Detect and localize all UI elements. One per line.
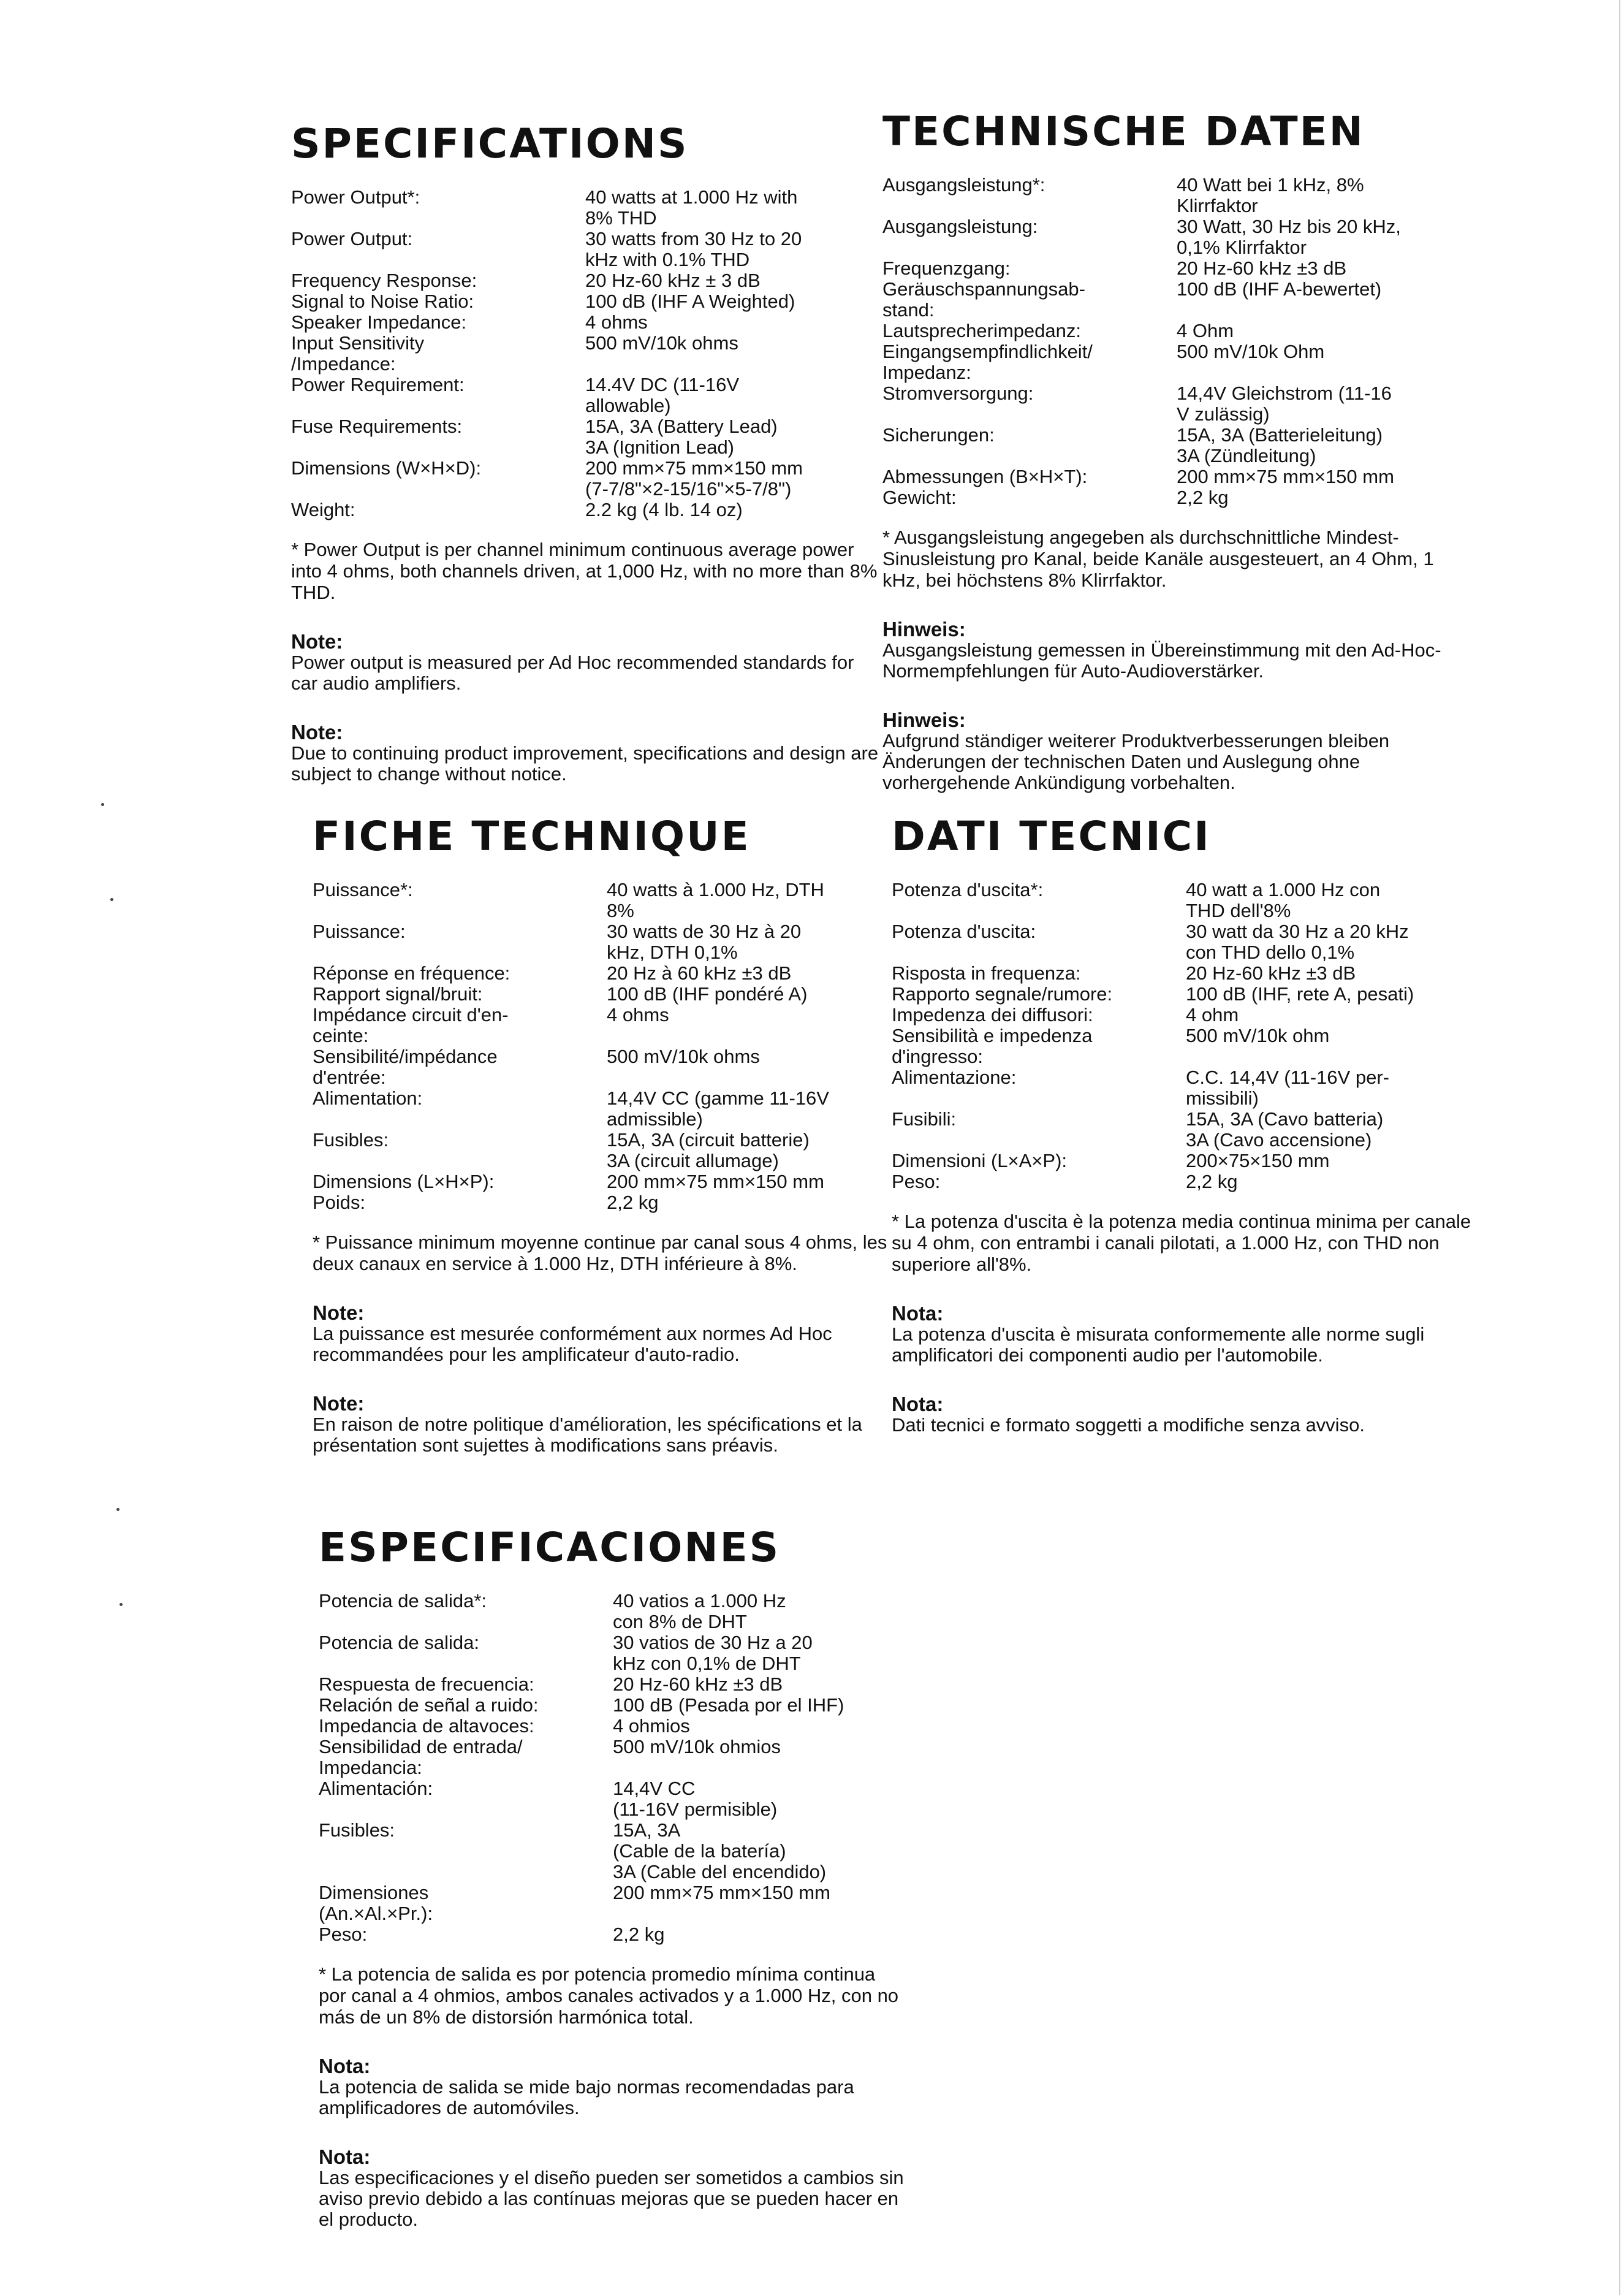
spec-label: Relación de señal a ruido: [319,1694,539,1716]
spec-label: Dimensions (W×H×D): [291,457,482,479]
spec-label: Sensibilità e impedenza d'ingresso: [892,1025,1093,1068]
spec-label: Réponse en fréquence: [313,962,510,984]
spec-value: 40 watts at 1.000 Hz with 8% THD [585,186,798,229]
spec-row [882,175,1471,216]
spec-row [291,187,879,229]
section-dati-tecnici-it [892,815,1480,1436]
spec-label: Sicherungen: [882,424,995,446]
spec-value: 15A, 3A (Cavo batteria) 3A (Cavo accensione) [1186,1108,1384,1151]
spec-table [291,187,879,520]
spec-label: Potenza d'uscita*: [892,879,1044,901]
note-block [319,2147,907,2230]
spec-value: 15A, 3A (circuit batterie) 3A (circuit allumage) [607,1129,810,1172]
footnote: * La potenza d'uscita è la potenza media continua minima per canale su 4 ohm, con entrambi i canali pilotati, a 1.000 Hz, con THD non superiore all'8%. [892,1211,1471,1276]
spec-row [882,487,1471,508]
section-title: DATI TECNICI [892,813,1211,860]
spec-value: 40 watt a 1.000 Hz con THD dell'8% [1186,879,1381,922]
spec-row [319,1820,907,1882]
spec-label: Gewicht: [882,487,957,509]
spec-row [882,258,1471,279]
spec-value: 14.4V DC (11-16V allowable) [585,374,739,417]
spec-label: Sensibilidad de entrada/ Impedancia: [319,1736,523,1779]
spec-row [313,984,901,1005]
spec-label: Input Sensitivity /Impedance: [291,332,425,375]
note-block [313,1393,901,1456]
note-title: Hinweis: [882,618,966,641]
notes [319,2056,907,2230]
spec-value: 2,2 kg [613,1924,665,1946]
spec-label: Lautsprecherimpedanz: [882,320,1081,342]
spec-label: Poids: [313,1192,366,1214]
spec-label: Impedenza dei diffusori: [892,1004,1093,1026]
spec-value: 2,2 kg [1177,487,1229,509]
footnote: * La potencia de salida es por potencia promedio mínima continua por canal a 4 ohmios, ambos canales activados y a 1.000 Hz, con no más de un 8% de distorsión harmónica total. [319,1963,899,2028]
spec-label: Speaker Impedance: [291,311,467,333]
spec-value: 20 Hz-60 kHz ± 3 dB [585,270,761,292]
spec-value: 30 watts de 30 Hz à 20 kHz, DTH 0,1% [607,921,802,964]
spec-label: Dimensions (L×H×P): [313,1171,495,1193]
scan-speck [110,898,113,901]
spec-label: Frequency Response: [291,270,477,292]
spec-row [313,1192,901,1213]
spec-value: C.C. 14,4V (11-16V per- missibili) [1186,1067,1389,1109]
spec-row [291,270,879,291]
footnote: * Power Output is per channel minimum continuous average power into 4 ohms, both channels driven, at 1,000 Hz, with no more than 8% THD. [291,539,878,604]
spec-label: Potencia de salida*: [319,1590,487,1612]
spec-row [892,921,1480,963]
spec-label: Alimentación: [319,1778,433,1800]
spec-value: 15A, 3A (Battery Lead) 3A (Ignition Lead) [585,416,778,459]
spec-value: 4 ohm [1186,1004,1239,1026]
spec-label: Peso: [319,1924,368,1946]
spec-table [319,1591,907,1945]
note-text: Ausgangsleistung gemessen in Übereinstimmung mit den Ad-Hoc-Normempfehlungen für Auto-Audioverstärker. [882,639,1441,682]
spec-label: Impédance circuit d'en- ceinte: [313,1004,509,1047]
spec-label: Alimentazione: [892,1067,1017,1089]
spec-table [892,880,1480,1192]
spec-row [319,1632,907,1674]
spec-value: 15A, 3A (Cable de la batería) 3A (Cable del encendido) [613,1819,827,1883]
note-title: Note: [291,630,343,653]
spec-row [882,466,1471,487]
note-text: Due to continuing product improvement, specifications and design are subject to change without notice. [291,742,879,785]
spec-row [291,291,879,312]
notes [882,619,1471,793]
spec-value: 4 ohmios [613,1715,690,1737]
note-text: La potenza d'uscita è misurata conformemente alle norme sugli amplificatori dei componenti audio per l'automobile. [892,1323,1425,1366]
spec-row [882,425,1471,466]
section-title: SPECIFICATIONS [291,120,689,167]
spec-value: 500 mV/10k ohm [1186,1025,1330,1047]
spec-row [892,1109,1480,1151]
note-title: Nota: [892,1302,944,1325]
notes [313,1303,901,1456]
spec-label: Ausgangsleistung: [882,216,1038,238]
spec-row [313,1005,901,1046]
spec-row [313,963,901,984]
spec-row [291,416,879,458]
spec-value: 20 Hz-60 kHz ±3 dB [1186,962,1356,984]
note-block [291,722,879,785]
spec-label: Eingangsempfindlichkeit/ Impedanz: [882,341,1093,384]
spec-value: 40 vatios a 1.000 Hz con 8% de DHT [613,1590,786,1633]
note-title: Nota: [319,2145,371,2169]
spec-row [892,1067,1480,1109]
spec-value: 2,2 kg [1186,1171,1238,1193]
spec-value: 30 watt da 30 Hz a 20 kHz con THD dello 0,1% [1186,921,1409,964]
spec-row [313,1046,901,1088]
spec-value: 40 Watt bei 1 kHz, 8% Klirrfaktor [1177,174,1364,217]
spec-row [892,1151,1480,1171]
spec-label: Sensibilité/impédance d'entrée: [313,1046,498,1089]
spec-value: 200 mm×75 mm×150 mm (7-7/8"×2-15/16"×5-7/8") [585,457,803,500]
spec-value: 4 Ohm [1177,320,1234,342]
spec-label: Stromversorgung: [882,382,1034,405]
spec-row [882,383,1471,425]
spec-value: 14,4V CC (gamme 11-16V admissible) [607,1087,829,1130]
note-title: Note: [313,1301,365,1325]
note-title: Nota: [892,1393,944,1416]
spec-value: 500 mV/10k ohmios [613,1736,781,1758]
spec-value: 20 Hz-60 kHz ±3 dB [613,1673,783,1696]
spec-row [291,458,879,500]
spec-value: 500 mV/10k ohms [585,332,738,354]
scan-speck [116,1508,120,1511]
section-technische-daten-de [882,110,1471,793]
spec-label: Puissance: [313,921,406,943]
note-text: Aufgrund ständiger weiterer Produktverbesserungen bleiben Änderungen der technischen Daten und Auslegung ohne vorhergehende Ankündigung vorbehalten. [882,730,1390,794]
section-title: ESPECIFICACIONES [319,1524,781,1571]
section-especificaciones-es [319,1526,907,2230]
spec-label: Fuse Requirements: [291,416,463,438]
spec-row [319,1737,907,1778]
spec-row [882,279,1471,321]
note-text: Dati tecnici e formato soggetti a modifiche senza avviso. [892,1414,1365,1436]
note-title: Nota: [319,2055,371,2078]
section-title: FICHE TECHNIQUE [313,813,751,860]
spec-label: Rapporto segnale/rumore: [892,983,1113,1005]
spec-row [291,333,879,375]
spec-value: 20 Hz à 60 kHz ±3 dB [607,962,792,984]
spec-label: Abmessungen (B×H×T): [882,466,1088,488]
spec-value: 200 mm×75 mm×150 mm [607,1171,824,1193]
spec-row [892,984,1480,1005]
spec-row [319,1674,907,1695]
spec-value: 30 Watt, 30 Hz bis 20 kHz, 0,1% Klirrfaktor [1177,216,1401,259]
note-block [892,1303,1480,1366]
spec-label: Fusibles: [313,1129,389,1151]
note-block [291,631,879,694]
spec-row [313,921,901,963]
note-text: La puissance est mesurée conformément aux normes Ad Hoc recommandées pour les amplificateur d'auto-radio. [313,1323,832,1366]
note-block [319,2056,907,2118]
note-text: Las especificaciones y el diseño pueden ser sometidos a cambios sin aviso previo debido a las contínuas mejoras que se pueden hacer en el producto. [319,2167,904,2231]
spec-value: 100 dB (IHF A Weighted) [585,291,795,313]
spec-value: 40 watts à 1.000 Hz, DTH 8% [607,879,824,922]
spec-row [319,1591,907,1632]
spec-label: Power Output*: [291,186,420,208]
notes [291,631,879,785]
spec-value: 20 Hz-60 kHz ±3 dB [1177,257,1347,280]
spec-row [882,341,1471,383]
spec-label: Frequenzgang: [882,257,1011,280]
spec-label: Geräuschspannungsab- stand: [882,278,1085,321]
spec-value: 100 dB (IHF A-bewertet) [1177,278,1382,300]
spec-label: Power Requirement: [291,374,465,396]
section-title: TECHNISCHE DATEN [882,108,1365,155]
footnote: * Ausgangsleistung angegeben als durchschnittliche Mindest-Sinusleistung pro Kanal, beide Kanäle ausgesteuert, an 4 Ohm, 1 kHz, bei höchstens 8% Klirrfaktor. [882,527,1434,592]
spec-value: 2.2 kg (4 lb. 14 oz) [585,499,743,521]
spec-row [313,880,901,921]
note-block [892,1394,1480,1436]
spec-label: Dimensioni (L×A×P): [892,1150,1068,1172]
spec-value: 4 ohms [585,311,648,333]
spec-value: 200 mm×75 mm×150 mm [1177,466,1394,488]
spec-row [291,500,879,520]
note-block [313,1303,901,1365]
spec-label: Rapport signal/bruit: [313,983,483,1005]
note-title: Hinweis: [882,709,966,732]
spec-label: Respuesta de frecuencia: [319,1673,534,1696]
spec-label: Alimentation: [313,1087,423,1109]
spec-row [319,1924,907,1945]
spec-row [892,880,1480,921]
note-block [882,710,1471,793]
spec-value: 200 mm×75 mm×150 mm [613,1882,830,1904]
spec-label: Potencia de salida: [319,1632,479,1654]
spec-row [291,312,879,333]
scan-speck [120,1603,123,1606]
spec-value: 14,4V CC (11-16V permisible) [613,1778,778,1821]
spec-value: 30 watts from 30 Hz to 20 kHz with 0.1% THD [585,228,802,271]
note-block [882,619,1471,682]
scan-edge-line [1619,0,1620,2295]
spec-row [313,1130,901,1171]
spec-value: 2,2 kg [607,1192,659,1214]
section-fiche-technique-fr [313,815,901,1456]
spec-label: Puissance*: [313,879,413,901]
spec-label: Impedancia de altavoces: [319,1715,534,1737]
spec-value: 500 mV/10k Ohm [1177,341,1325,363]
note-text: Power output is measured per Ad Hoc recommended standards for car audio amplifiers. [291,652,854,695]
note-text: La potencia de salida se mide bajo normas recomendadas para amplificadores de automóviles. [319,2076,854,2119]
spec-row [319,1778,907,1820]
spec-label: Signal to Noise Ratio: [291,291,474,313]
note-title: Note: [313,1392,365,1415]
spec-row [291,375,879,416]
spec-row [291,229,879,270]
footnote: * Puissance minimum moyenne continue par canal sous 4 ohms, les deux canaux en service à 1.000 Hz, DTH inférieure à 8%. [313,1231,887,1275]
spec-value: 14,4V Gleichstrom (11-16 V zulässig) [1177,382,1392,425]
spec-value: 15A, 3A (Batterieleitung) 3A (Zündleitung) [1177,424,1383,467]
spec-value: 4 ohms [607,1004,669,1026]
spec-row [892,1005,1480,1026]
spec-value: 500 mV/10k ohms [607,1046,760,1068]
spec-table [882,175,1471,508]
spec-label: Fusibles: [319,1819,395,1841]
spec-table [313,880,901,1213]
spec-value: 100 dB (IHF pondéré A) [607,983,808,1005]
spec-row [892,963,1480,984]
spec-value: 100 dB (Pesada por el IHF) [613,1694,844,1716]
spec-row [319,1716,907,1737]
spec-label: Peso: [892,1171,941,1193]
notes [892,1303,1480,1436]
note-title: Note: [291,721,343,744]
spec-label: Dimensiones (An.×Al.×Pr.): [319,1882,433,1925]
spec-row [319,1882,907,1924]
spec-label: Potenza d'uscita: [892,921,1036,943]
spec-label: Ausgangsleistung*: [882,174,1045,196]
spec-row [882,321,1471,341]
note-text: En raison de notre politique d'amélioration, les spécifications et la présentation sont sujettes à modifications sans préavis. [313,1414,862,1456]
spec-row [313,1171,901,1192]
spec-value: 200×75×150 mm [1186,1150,1330,1172]
spec-label: Weight: [291,499,355,521]
spec-row [319,1695,907,1716]
spec-row [892,1171,1480,1192]
spec-label: Fusibili: [892,1108,957,1130]
spec-label: Risposta in frequenza: [892,962,1081,984]
spec-label: Power Output: [291,228,413,250]
spec-value: 100 dB (IHF, rete A, pesati) [1186,983,1414,1005]
scan-speck [101,803,104,806]
spec-value: 30 vatios de 30 Hz a 20 kHz con 0,1% de DHT [613,1632,813,1675]
spec-row [313,1088,901,1130]
section-specifications-en [291,120,879,785]
spec-row [892,1026,1480,1067]
spec-row [882,216,1471,258]
